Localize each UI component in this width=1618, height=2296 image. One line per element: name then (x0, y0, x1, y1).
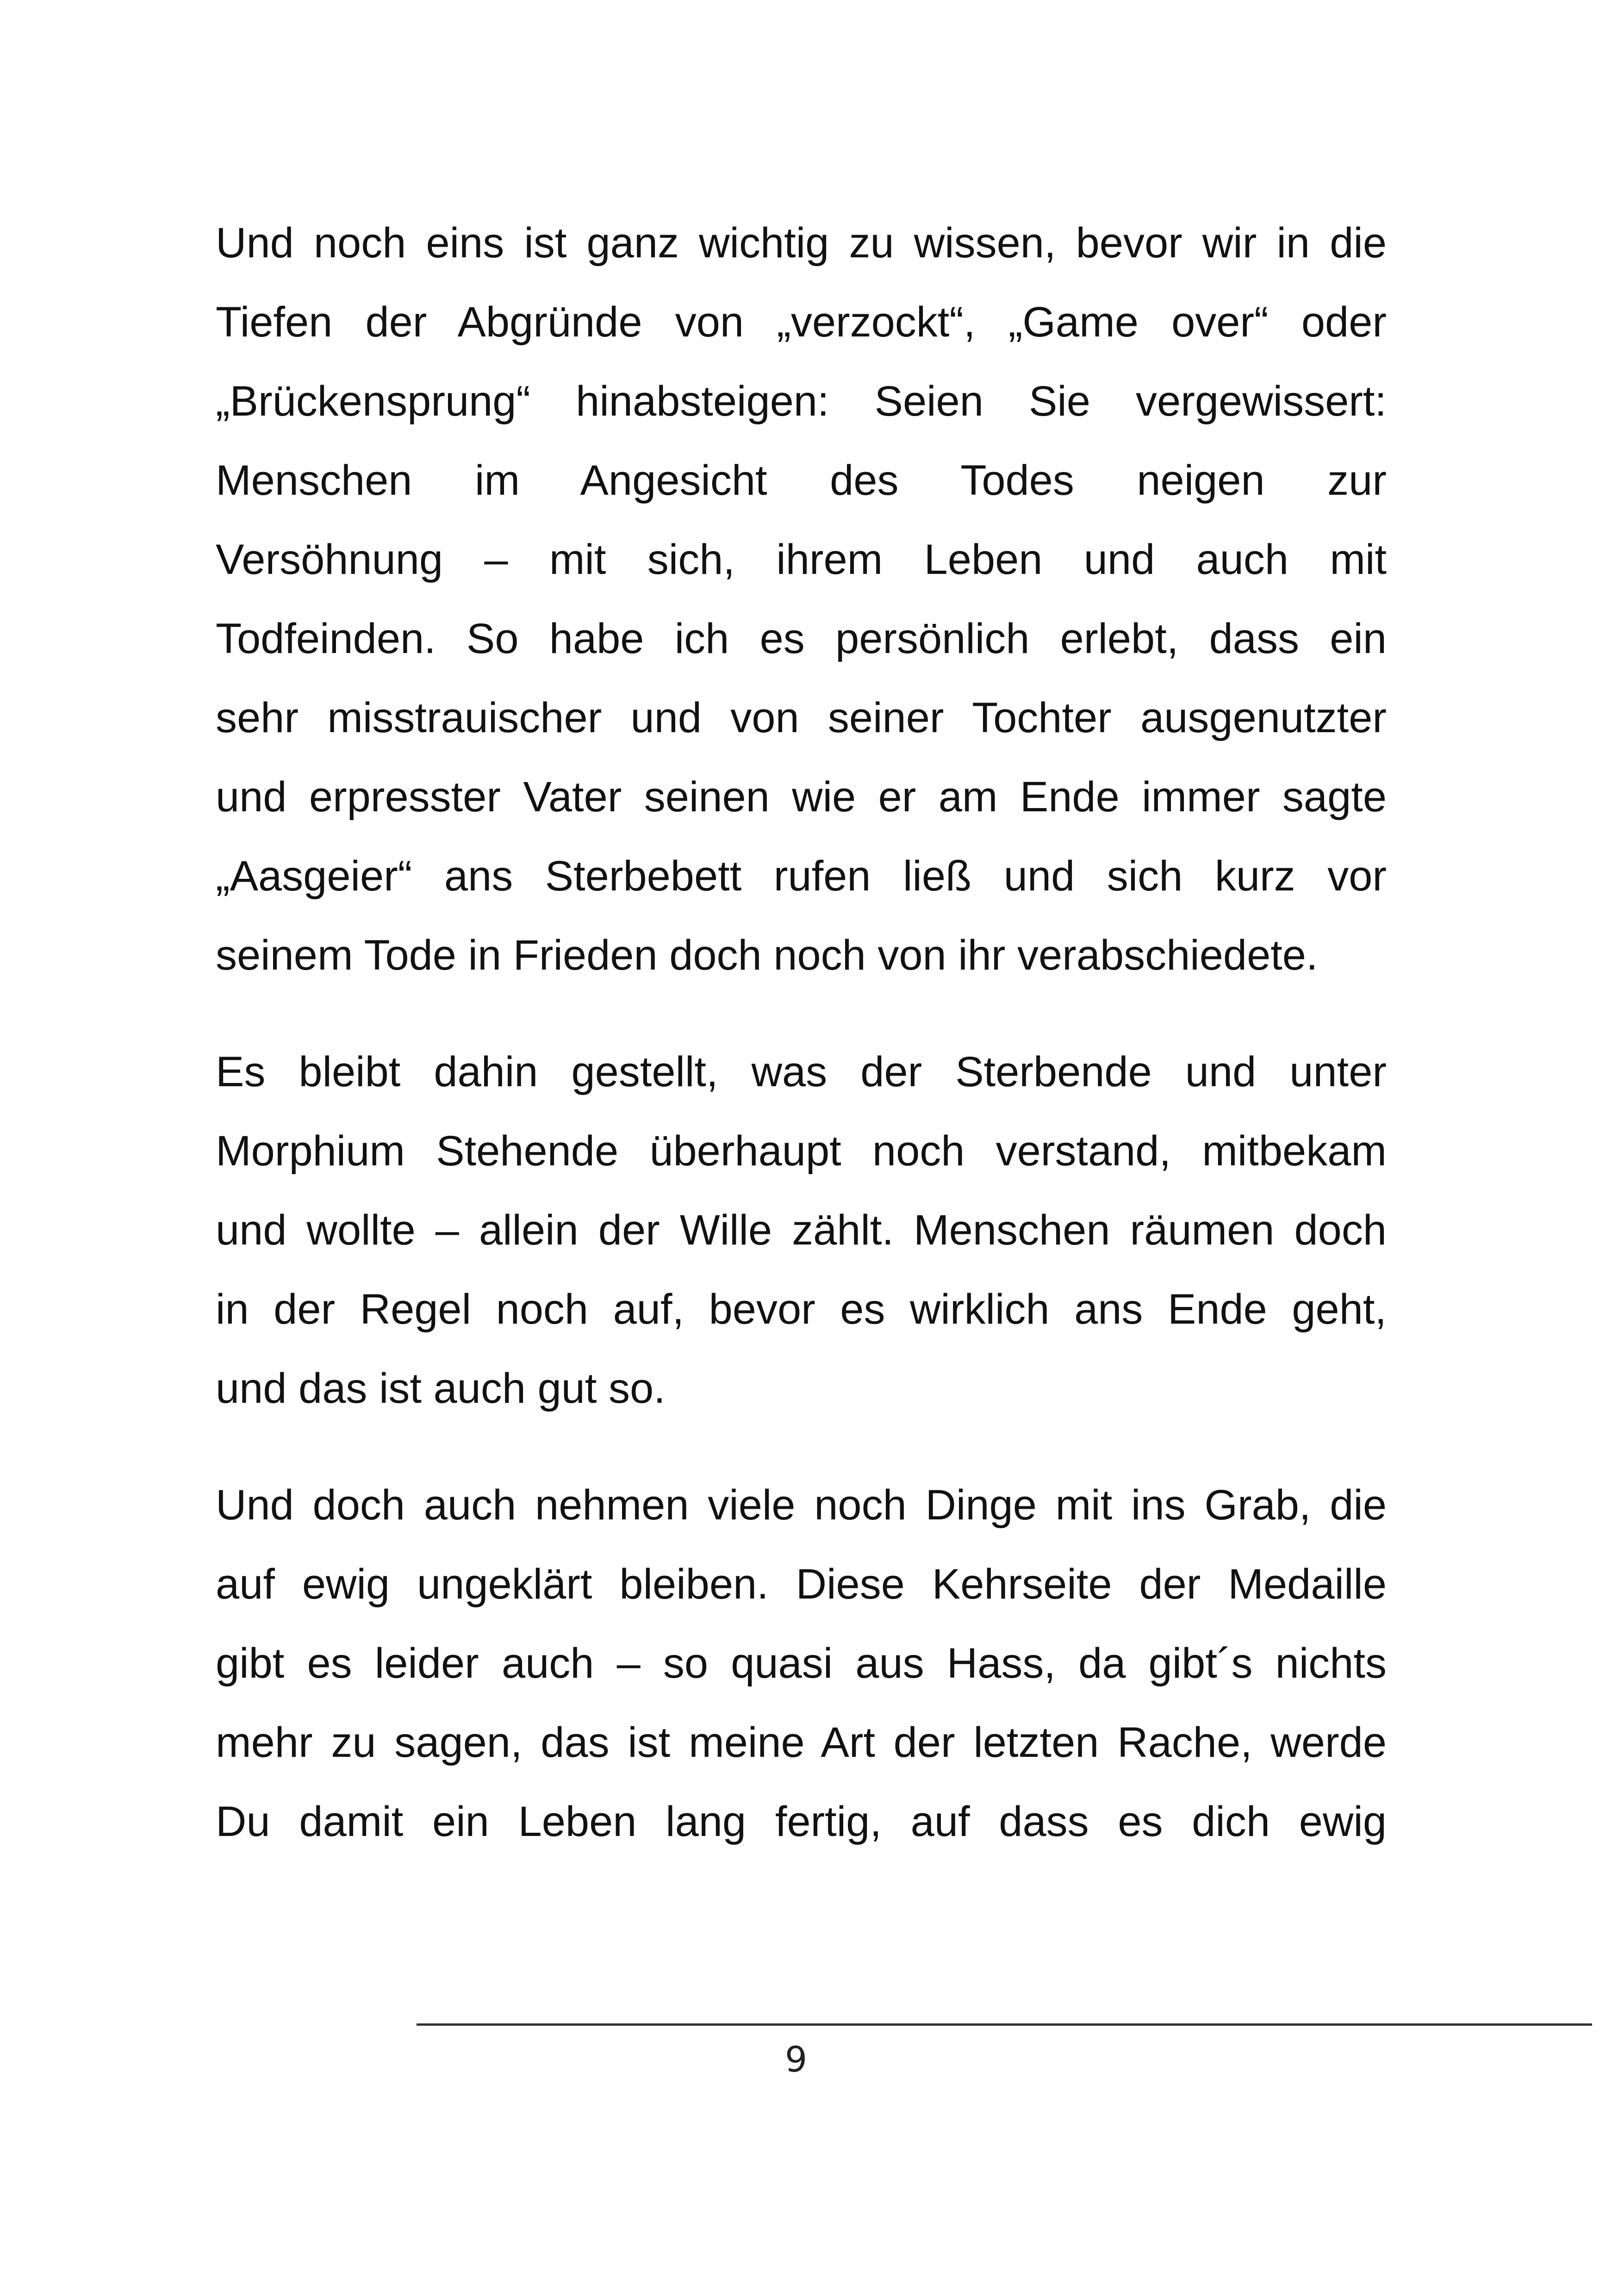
text-line: Versöhnung – mit sich, ihrem Leben und auch mit (216, 536, 1387, 583)
text-line: Todfeinden. So habe ich es persönlich erlebt, dass ein (216, 615, 1387, 662)
text-line: mehr zu sagen, das ist meine Art der letzten Rache, werde (216, 1719, 1387, 1766)
text-line: „Brückensprung“ hinabsteigen: Seien Sie vergewissert: (216, 378, 1387, 425)
text-line: Und noch eins ist ganz wichtig zu wissen, bevor wir in die (216, 219, 1387, 267)
text-line: und erpresster Vater seinen wie er am Ende immer sagte (216, 773, 1387, 821)
footer-divider (417, 2023, 1592, 2026)
text-line: Du damit ein Leben lang fertig, auf dass es dich ewig (216, 1798, 1387, 1845)
text-line: gibt es leider auch – so quasi aus Hass, da gibt´s nichts (216, 1640, 1387, 1687)
text-line: sehr misstrauischer und von seiner Tochter ausgenutzter (216, 694, 1387, 741)
text-line: und wollte – allein der Wille zählt. Menschen räumen doch (216, 1207, 1387, 1254)
page-number: 9 (784, 2039, 808, 2080)
text-line: „Aasgeier“ ans Sterbebett rufen ließ und sich kurz vor (216, 852, 1387, 900)
body-text (216, 204, 1387, 1861)
text-line: Und doch auch nehmen viele noch Dinge mit ins Grab, die (216, 1481, 1387, 1529)
text-line: Tiefen der Abgründe von „verzockt“, „Game over“ oder (216, 299, 1387, 346)
text-line: Menschen im Angesicht des Todes neigen zur (216, 457, 1387, 504)
text-line: seinem Tode in Frieden doch noch von ihr verabschiedete. (216, 932, 1318, 979)
text-line: und das ist auch gut so. (216, 1365, 666, 1412)
text-line: Es bleibt dahin gestellt, was der Sterbende und unter (216, 1048, 1387, 1095)
paragraph-2 (216, 1033, 1387, 1428)
paragraph-3 (216, 1466, 1387, 1861)
text-line: Morphium Stehende überhaupt noch verstand, mitbekam (216, 1127, 1387, 1175)
text-line: auf ewig ungeklärt bleiben. Diese Kehrseite der Medaille (216, 1561, 1387, 1608)
paragraph-1 (216, 204, 1387, 995)
text-line: in der Regel noch auf, bevor es wirklich ans Ende geht, (216, 1286, 1387, 1333)
